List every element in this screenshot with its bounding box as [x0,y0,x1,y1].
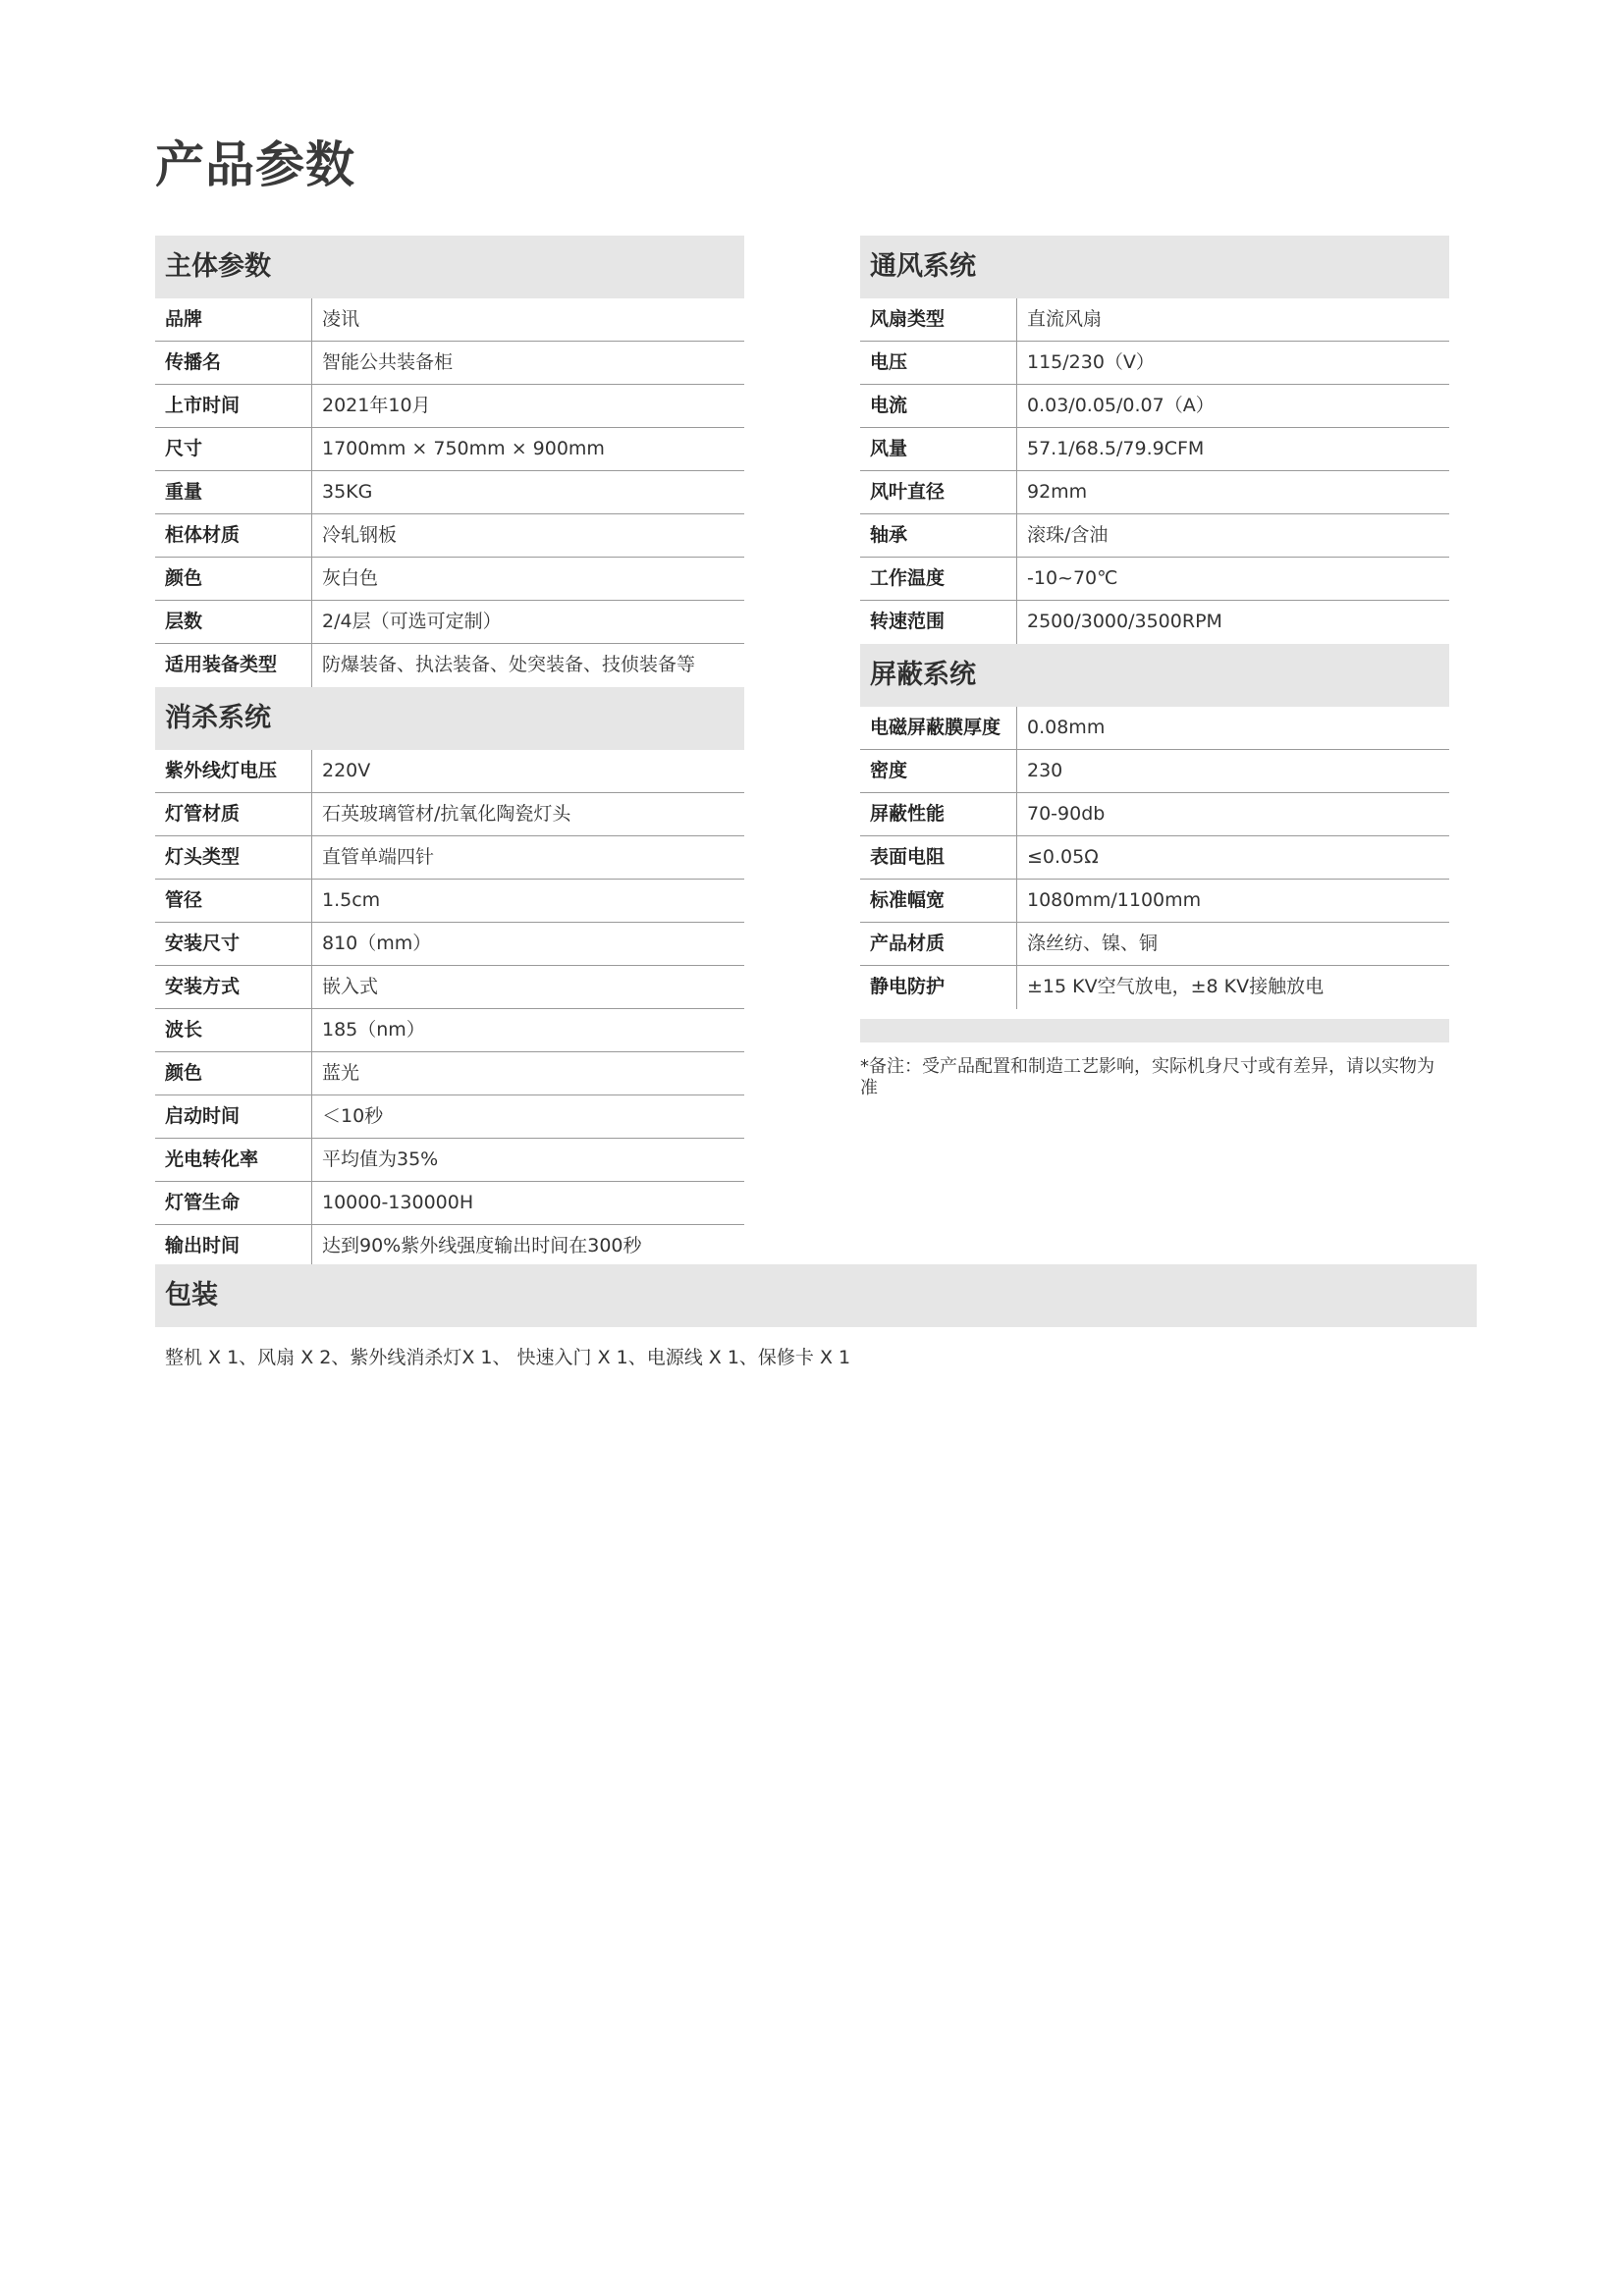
packaging-section [155,1264,1477,1369]
section-header-ventilation: 通风系统 [860,236,1449,298]
param-label: 灯头类型 [155,836,312,879]
ventilation-params-table [860,298,1449,644]
param-label: 风量 [860,428,1017,470]
table-row [860,836,1449,880]
param-value: 防爆装备、执法装备、处突装备、技侦装备等 [322,654,696,675]
table-row [155,1009,744,1052]
param-value: 0.03/0.05/0.07（A） [1027,395,1215,416]
shielding-params-table [860,707,1449,1009]
param-label: 尺寸 [155,428,312,470]
table-row [860,793,1449,836]
param-label: 安装尺寸 [155,923,312,965]
table-row [155,514,744,558]
param-value: 嵌入式 [322,976,379,997]
main-params-table [155,298,744,687]
param-value: 涤丝纺、镍、铜 [1027,933,1159,954]
table-row [155,1182,744,1225]
param-value: 直管单端四针 [322,846,435,868]
param-label: 灯管材质 [155,793,312,835]
param-value: 1.5cm [322,889,381,911]
param-label: 工作温度 [860,558,1017,600]
param-value: 滚珠/含油 [1027,524,1109,546]
disinfection-params-table [155,750,744,1268]
page-title: 产品参数 [155,136,355,193]
param-label: 电磁屏蔽膜厚度 [860,707,1017,749]
table-row [860,601,1449,644]
section-header-disinfection: 消杀系统 [155,687,744,750]
table-row [155,1139,744,1182]
table-row [860,750,1449,793]
param-label: 颜色 [155,558,312,600]
param-label: 标准幅宽 [860,880,1017,922]
param-value: ±15 KV空气放电，±8 KV接触放电 [1027,976,1325,997]
param-label: 颜色 [155,1052,312,1095]
param-label: 输出时间 [155,1225,312,1268]
param-value: 冷轧钢板 [322,524,398,546]
param-label: 电流 [860,385,1017,427]
table-row [155,601,744,644]
remark-note: *备注：受产品配置和制造工艺影响，实际机身尺寸或有差异，请以实物为准 [860,1056,1435,1098]
param-value: 直流风扇 [1027,308,1103,330]
table-row [860,471,1449,514]
param-value: 57.1/68.5/79.9CFM [1027,438,1205,459]
table-row [860,880,1449,923]
param-value: 1700mm × 750mm × 900mm [322,438,605,459]
table-row [860,923,1449,966]
param-value: ＜10秒 [322,1105,384,1127]
right-column [860,236,1449,1099]
table-row [860,385,1449,428]
param-value: 石英玻璃管材/抗氧化陶瓷灯头 [322,803,571,825]
param-value: 智能公共装备柜 [322,351,454,373]
section-header-shielding: 屏蔽系统 [860,644,1449,707]
table-row [155,385,744,428]
table-row [860,707,1449,750]
table-row [155,750,744,793]
table-row [155,880,744,923]
param-label: 产品材质 [860,923,1017,965]
table-row [155,836,744,880]
table-row [155,298,744,342]
param-label: 轴承 [860,514,1017,557]
table-row [155,793,744,836]
param-value: 185（nm） [322,1019,425,1041]
param-value: 蓝光 [322,1062,360,1084]
table-row [860,298,1449,342]
param-label: 静电防护 [860,966,1017,1009]
table-row [155,923,744,966]
param-label: 安装方式 [155,966,312,1008]
table-row [860,428,1449,471]
param-label: 风扇类型 [860,298,1017,341]
param-value: 70-90db [1027,803,1106,825]
param-label: 启动时间 [155,1095,312,1138]
param-label: 重量 [155,471,312,513]
param-value: 0.08mm [1027,717,1106,738]
param-label: 密度 [860,750,1017,792]
param-label: 柜体材质 [155,514,312,557]
table-row [155,1052,744,1095]
param-value: 115/230（V） [1027,351,1155,373]
param-value: 92mm [1027,481,1088,503]
param-label: 波长 [155,1009,312,1051]
param-label: 光电转化率 [155,1139,312,1181]
section-header-main: 主体参数 [155,236,744,298]
param-value: 1080mm/1100mm [1027,889,1202,911]
param-label: 紫外线灯电压 [155,750,312,792]
param-value: 35KG [322,481,373,503]
param-value: 达到90%紫外线强度输出时间在300秒 [322,1235,642,1256]
param-label: 灯管生命 [155,1182,312,1224]
table-row [860,558,1449,601]
param-label: 上市时间 [155,385,312,427]
table-row [155,966,744,1009]
param-label: 传播名 [155,342,312,384]
param-label: 表面电阻 [860,836,1017,879]
param-value: 平均值为35% [322,1148,439,1170]
table-row [155,428,744,471]
param-value: 2/4层（可选可定制） [322,611,502,632]
param-value: 230 [1027,760,1063,781]
param-label: 品牌 [155,298,312,341]
param-value: 2021年10月 [322,395,431,416]
param-label: 风叶直径 [860,471,1017,513]
table-row [155,1225,744,1268]
table-row [860,514,1449,558]
param-label: 转速范围 [860,601,1017,644]
param-value: -10~70℃ [1027,567,1118,589]
table-row [155,1095,744,1139]
table-row [155,558,744,601]
param-label: 电压 [860,342,1017,384]
left-column [155,236,744,1268]
table-row [155,471,744,514]
param-value: 2500/3000/3500RPM [1027,611,1222,632]
param-value: 10000-130000H [322,1192,474,1213]
table-row [155,644,744,687]
table-footer-bar [860,1019,1449,1042]
param-label: 管径 [155,880,312,922]
param-value: 凌讯 [322,308,360,330]
param-label: 层数 [155,601,312,643]
table-row [155,342,744,385]
table-row [860,342,1449,385]
table-row [860,966,1449,1009]
param-value: 220V [322,760,371,781]
param-value: 灰白色 [322,567,379,589]
param-label: 适用装备类型 [155,644,312,687]
param-value: ≤0.05Ω [1027,846,1099,868]
param-value: 810（mm） [322,933,432,954]
packaging-contents: 整机 X 1、风扇 X 2、紫外线消杀灯X 1、 快速入门 X 1、电源线 X 1、保修卡 X 1 [165,1347,851,1368]
section-header-packaging: 包装 [155,1264,1477,1327]
param-label: 屏蔽性能 [860,793,1017,835]
